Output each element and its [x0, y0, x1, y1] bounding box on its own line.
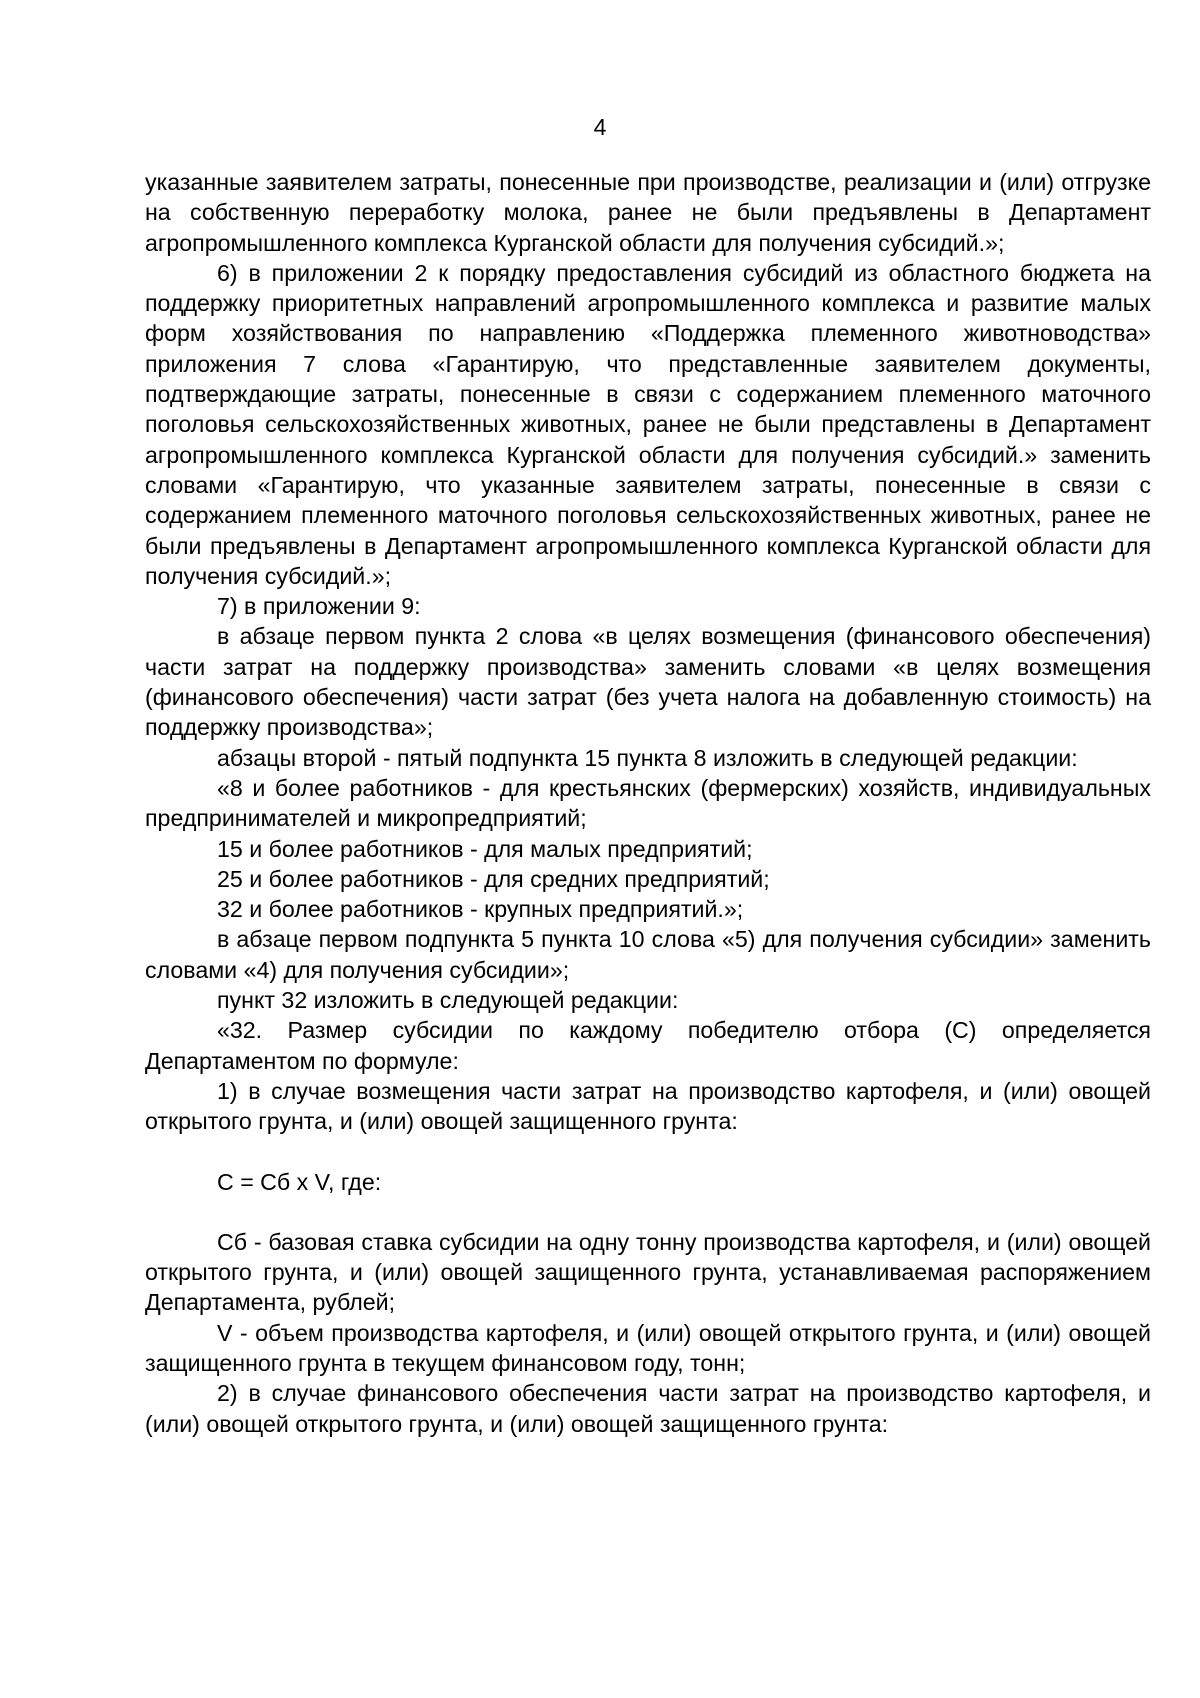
paragraph: абзацы второй - пятый подпункта 15 пункта 8 изложить в следующей редакции: [217, 744, 1078, 771]
paragraph: 6) в приложении 2 к порядку предоставления субсидий из областного бюджета на поддержку приоритетных направлений агропромышленного комплекса и развитие малых форм хозяйствования по направлению «Поддержка племенного животноводства» приложения 7 слова «Гарантирую, что представленные заявителем документы, подтверждающие затраты, понесенные в связи с содержанием племенного маточного поголовья сельскохозяйственных животных, ранее не были представлены в Департамент агропромышленного комплекса Курганской области для получения субсидий.» заменить словами «Гарантирую, что указанные заявителем затраты, понесенные в связи с содержанием племенного маточного поголовья сельскохозяйственных животных, ранее не были предъявлены в Департамент агропромышленного комплекса Курганской области для получения субсидий.»; [145, 259, 1151, 589]
paragraph: указанные заявителем затраты, понесенные при производстве, реализации и (или) отгрузке на собственную переработку молока, ранее не были предъявлены в Департамент агропромышленного комплекса Курганской области для получения субсидий.»; [145, 169, 1151, 256]
page-number: 4 [593, 114, 607, 140]
formula: С = Сб x V, где: [217, 1168, 382, 1195]
paragraph: 25 и более работников - для средних предприятий; [217, 865, 770, 892]
paragraph: в абзаце первом подпункта 5 пункта 10 слова «5) для получения субсидии» заменить словами «4) для получения субсидии»; [145, 926, 1151, 983]
document-body [145, 167, 1151, 1439]
paragraph: 7) в приложении 9: [217, 593, 421, 620]
paragraph: 15 и более работников - для малых предприятий; [217, 835, 753, 862]
paragraph: в абзаце первом пункта 2 слова «в целях возмещения (финансового обеспечения) части затрат на поддержку производства» заменить словами «в целях возмещения (финансового обеспечения) части затрат (без учета налога на добавленную стоимость) на поддержку производства»; [145, 623, 1151, 741]
paragraph: 32 и более работников - крупных предприятий.»; [217, 896, 744, 923]
paragraph: 1) в случае возмещения части затрат на производство картофеля, и (или) овощей открытого грунта, и (или) овощей защищенного грунта: [145, 1077, 1151, 1135]
paragraph: 2) в случае финансового обеспечения части затрат на производство картофеля, и (или) овощей открытого грунта, и (или) овощей защищенного грунта: [145, 1380, 1151, 1437]
paragraph: Сб - базовая ставка субсидии на одну тонну производства картофеля, и (или) овощей открытого грунта, и (или) овощей защищенного грунта, устанавливаемая распоряжением Департамента, рублей; [145, 1228, 1151, 1316]
paragraph: пункт 32 изложить в следующей редакции: [217, 987, 679, 1014]
paragraph: «32. Размер субсидии по каждому победителю отбора (С) определяется Департаментом по формуле: [145, 1017, 1151, 1074]
paragraph: V - объем производства картофеля, и (или) овощей открытого грунта, и (или) овощей защищенного грунта в текущем финансовом году, тонн; [145, 1319, 1151, 1376]
paragraph: «8 и более работников - для крестьянских (фермерских) хозяйств, индивидуальных предпринимателей и микропредприятий; [145, 774, 1151, 832]
